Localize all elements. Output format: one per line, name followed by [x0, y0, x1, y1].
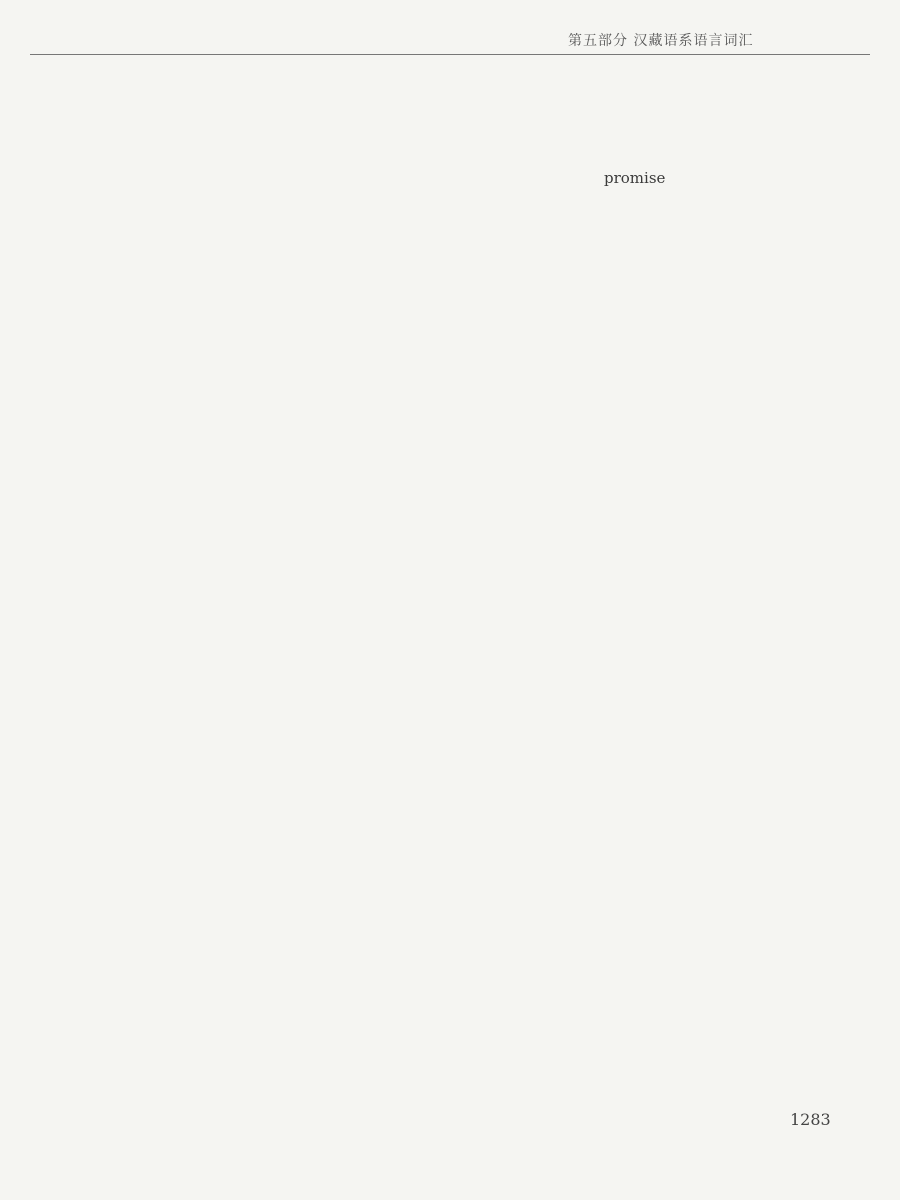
col3-entry	[425, 324, 610, 351]
col1-entry	[40, 431, 215, 458]
col4-entry	[604, 218, 884, 245]
col4-entry	[604, 883, 884, 910]
col3-entry	[425, 165, 610, 192]
col2-entry	[222, 670, 420, 697]
col1-entry	[40, 564, 215, 591]
col1-entry	[40, 856, 215, 883]
col1-entry	[40, 218, 215, 245]
col2-entry	[222, 909, 420, 936]
col1-entry	[40, 590, 215, 617]
col1-entry	[40, 776, 215, 803]
col4-entry	[604, 803, 884, 830]
col3-entry	[425, 697, 610, 724]
col2-entry	[222, 298, 420, 325]
col4-entry	[604, 1122, 884, 1149]
col1-entry	[40, 643, 215, 670]
col3-entry	[425, 643, 610, 670]
col1-entry	[40, 537, 215, 564]
col2-entry	[222, 324, 420, 351]
col1-entry	[40, 245, 215, 272]
col1-entry	[40, 697, 215, 724]
col1-entry	[40, 670, 215, 697]
col4-entry	[604, 830, 884, 857]
col2-entry	[222, 803, 420, 830]
col4-entry	[604, 112, 884, 139]
col2-entry	[222, 883, 420, 910]
col2-entry	[222, 218, 420, 245]
col3-entry	[425, 85, 610, 112]
col3-entry	[425, 1122, 610, 1149]
col2-entry	[222, 1122, 420, 1149]
col2-entry	[222, 85, 420, 112]
col2-entry	[222, 723, 420, 750]
col1-entry	[40, 909, 215, 936]
col3-entry	[425, 112, 610, 139]
col2-entry	[222, 590, 420, 617]
col4-entry	[604, 1096, 884, 1123]
col2-entry	[222, 697, 420, 724]
col4-entry	[604, 324, 884, 351]
col1-entry	[40, 351, 215, 378]
col4-entry	[604, 404, 884, 431]
col4-entry	[604, 856, 884, 883]
col1-entry	[40, 617, 215, 644]
col3-entry	[425, 750, 610, 777]
col4-entry	[604, 643, 884, 670]
col3-entry	[425, 431, 610, 458]
col4-entry	[604, 378, 884, 405]
col1-entry	[40, 1016, 215, 1043]
col1-entry	[40, 457, 215, 484]
col3-entry	[425, 909, 610, 936]
col3-entry	[425, 776, 610, 803]
col2-entry	[222, 1069, 420, 1096]
col4-entry	[604, 750, 884, 777]
col4-entry	[604, 271, 884, 298]
col1-entry	[40, 723, 215, 750]
col4-entry	[604, 511, 884, 538]
col2-entry	[222, 989, 420, 1016]
col3-entry	[425, 1069, 610, 1096]
col4-entry	[604, 298, 884, 325]
col1-entry	[40, 936, 215, 963]
col1-entry	[40, 1042, 215, 1069]
col4-entry	[604, 989, 884, 1016]
col4-entry	[604, 909, 884, 936]
col4-entry	[604, 484, 884, 511]
col3-entry	[425, 1096, 610, 1123]
col3-entry	[425, 537, 610, 564]
col4-entry	[604, 564, 884, 591]
col3-entry	[425, 723, 610, 750]
running-header: 第五部分 汉藏语系语言词汇	[568, 33, 754, 49]
col2-entry	[222, 564, 420, 591]
col2-entry	[222, 112, 420, 139]
col4-entry: promise	[604, 168, 666, 187]
col2-entry	[222, 617, 420, 644]
col4-entry	[604, 431, 884, 458]
col2-entry	[222, 963, 420, 990]
col2-entry	[222, 856, 420, 883]
col1-entry	[40, 883, 215, 910]
column-language-names-1	[40, 85, 215, 1149]
col2-entry	[222, 138, 420, 165]
col4-entry	[604, 245, 884, 272]
col3-entry	[425, 670, 610, 697]
col3-entry	[425, 191, 610, 218]
col3-entry	[425, 830, 610, 857]
col4-entry	[604, 723, 884, 750]
col4-entry	[604, 457, 884, 484]
col1-entry	[40, 165, 215, 192]
col3-entry	[425, 298, 610, 325]
col2-entry	[222, 511, 420, 538]
col1-entry	[40, 191, 215, 218]
col3-entry	[425, 1042, 610, 1069]
col1-entry	[40, 85, 215, 112]
col4-entry	[604, 1042, 884, 1069]
col3-entry	[425, 218, 610, 245]
col1-entry	[40, 963, 215, 990]
col3-entry	[425, 404, 610, 431]
col3-entry	[425, 245, 610, 272]
col3-entry	[425, 271, 610, 298]
col2-entry	[222, 378, 420, 405]
col1-entry	[40, 1122, 215, 1149]
col1-entry	[40, 271, 215, 298]
col2-entry	[222, 643, 420, 670]
col4-entry	[604, 191, 884, 218]
col1-entry	[40, 298, 215, 325]
col4-entry	[604, 697, 884, 724]
column-transcriptions-2	[604, 85, 884, 1149]
col2-entry	[222, 484, 420, 511]
col3-entry	[425, 351, 610, 378]
col1-entry	[40, 1096, 215, 1123]
col3-entry	[425, 138, 610, 165]
col3-entry	[425, 803, 610, 830]
col4-entry	[604, 590, 884, 617]
col3-entry	[425, 989, 610, 1016]
col4-entry	[604, 537, 884, 564]
col2-entry	[222, 457, 420, 484]
col2-entry	[222, 351, 420, 378]
col3-entry	[425, 1016, 610, 1043]
col4-entry	[604, 351, 884, 378]
col3-entry	[425, 457, 610, 484]
col3-entry	[425, 883, 610, 910]
page-number: 1283	[790, 1110, 831, 1129]
col2-entry	[222, 750, 420, 777]
col2-entry	[222, 936, 420, 963]
col4-entry	[604, 138, 884, 165]
col3-entry	[425, 511, 610, 538]
col1-entry	[40, 803, 215, 830]
header-rule	[30, 54, 870, 55]
col3-entry	[425, 963, 610, 990]
col3-entry	[425, 378, 610, 405]
col3-entry	[425, 617, 610, 644]
col4-entry	[604, 670, 884, 697]
col1-entry	[40, 404, 215, 431]
col2-entry	[222, 271, 420, 298]
col2-entry	[222, 830, 420, 857]
col2-entry	[222, 404, 420, 431]
col1-entry	[40, 830, 215, 857]
col1-entry	[40, 324, 215, 351]
column-language-names-2	[425, 85, 610, 1149]
col4-entry	[604, 936, 884, 963]
col2-entry	[222, 245, 420, 272]
col4-entry	[604, 1069, 884, 1096]
col4-entry	[604, 776, 884, 803]
col3-entry	[425, 936, 610, 963]
col3-entry	[425, 590, 610, 617]
col2-entry	[222, 1096, 420, 1123]
col2-entry	[222, 191, 420, 218]
column-transcriptions-1	[222, 85, 420, 1149]
col3-entry	[425, 564, 610, 591]
col3-entry	[425, 484, 610, 511]
col1-entry	[40, 138, 215, 165]
col1-entry	[40, 112, 215, 139]
col1-entry	[40, 484, 215, 511]
col1-entry	[40, 750, 215, 777]
col2-entry	[222, 1016, 420, 1043]
col2-entry	[222, 537, 420, 564]
col1-entry	[40, 511, 215, 538]
col1-entry	[40, 989, 215, 1016]
col2-entry	[222, 776, 420, 803]
col1-entry	[40, 378, 215, 405]
col2-entry	[222, 1042, 420, 1069]
col2-entry	[222, 431, 420, 458]
col4-entry	[604, 963, 884, 990]
col4-entry	[604, 1016, 884, 1043]
col4-entry	[604, 85, 884, 112]
col4-entry	[604, 617, 884, 644]
col1-entry	[40, 1069, 215, 1096]
col2-entry	[222, 165, 420, 192]
col3-entry	[425, 856, 610, 883]
